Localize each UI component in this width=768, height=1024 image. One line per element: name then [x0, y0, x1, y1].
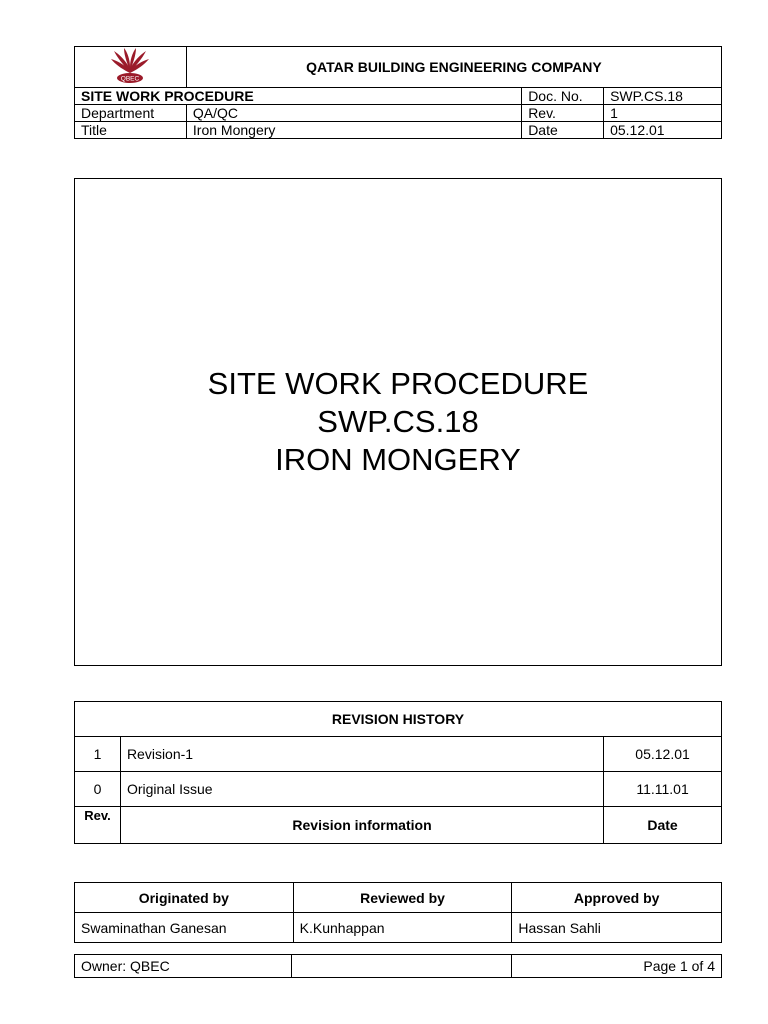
revision-date: 11.11.01 [604, 772, 722, 807]
reviewed-by-value: K.Kunhappan [293, 913, 512, 943]
footer-table [74, 954, 722, 978]
approved-by-value: Hassan Sahli [512, 913, 722, 943]
department-label: Department [75, 105, 187, 122]
table-row [75, 772, 722, 807]
revision-number: 1 [75, 737, 121, 772]
reviewed-by-label: Reviewed by [293, 883, 512, 913]
revision-info: Original Issue [120, 772, 603, 807]
col-info-header: Revision information [120, 807, 603, 844]
cover-line-3: IRON MONGERY [275, 442, 521, 477]
rev-value: 1 [604, 105, 722, 122]
table-row [75, 737, 722, 772]
revision-history-title: REVISION HISTORY [75, 702, 722, 737]
cover-line-1: SITE WORK PROCEDURE [207, 366, 589, 401]
date-label: Date [522, 122, 604, 139]
company-name: QATAR BUILDING ENGINEERING COMPANY [186, 47, 721, 88]
doc-no-label: Doc. No. [522, 88, 604, 105]
procedure-label: SITE WORK PROCEDURE [75, 88, 522, 105]
department-value: QA/QC [186, 105, 521, 122]
rev-label: Rev. [522, 105, 604, 122]
document-header-table [74, 46, 722, 139]
revision-number: 0 [75, 772, 121, 807]
cover-line-2: SWP.CS.18 [317, 404, 479, 439]
doc-no-value: SWP.CS.18 [604, 88, 722, 105]
footer-empty-cell [291, 955, 512, 978]
col-rev-header: Rev. [75, 807, 121, 844]
originated-by-label: Originated by [75, 883, 294, 913]
signoff-table [74, 882, 722, 943]
date-value: 05.12.01 [604, 122, 722, 139]
logo-cell [75, 47, 187, 88]
revision-info: Revision-1 [120, 737, 603, 772]
revision-history-table [74, 701, 722, 844]
owner-text: Owner: QBEC [75, 955, 292, 978]
logo-text: QBEC [121, 75, 140, 83]
revision-date: 05.12.01 [604, 737, 722, 772]
col-date-header: Date [604, 807, 722, 844]
title-value: Iron Mongery [186, 122, 521, 139]
originated-by-value: Swaminathan Ganesan [75, 913, 294, 943]
qbec-logo-icon [110, 47, 150, 85]
page-number: Page 1 of 4 [512, 955, 722, 978]
approved-by-label: Approved by [512, 883, 722, 913]
cover-box [74, 178, 722, 666]
title-label: Title [75, 122, 187, 139]
